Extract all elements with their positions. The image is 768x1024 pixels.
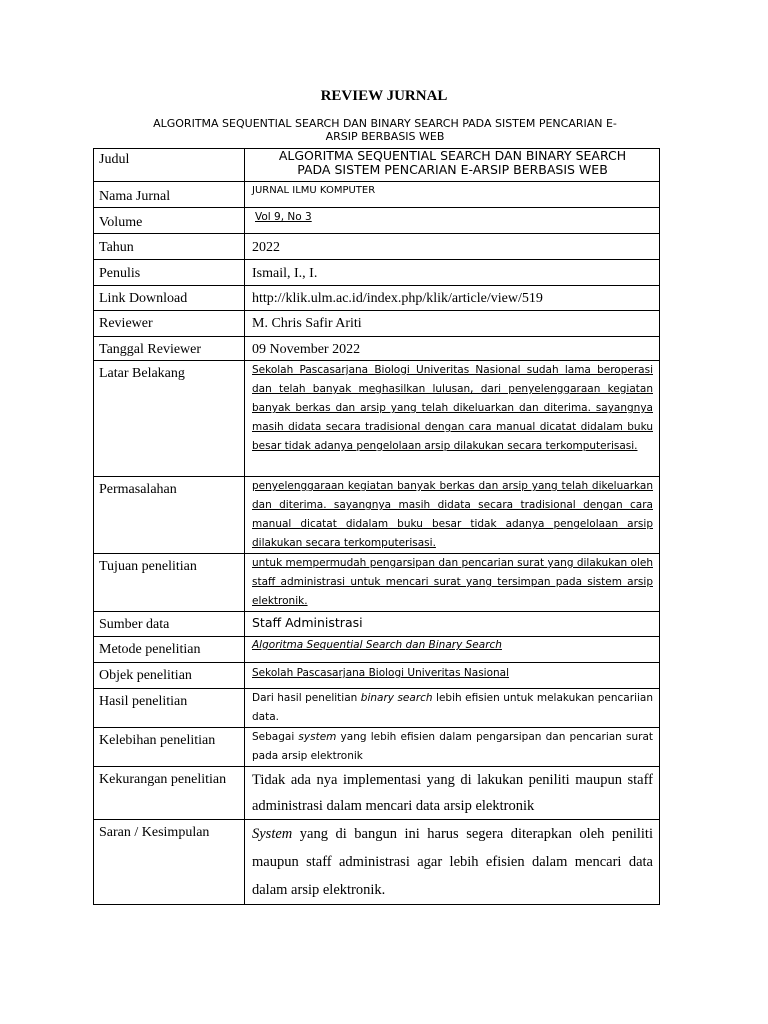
value-penulis: Ismail, I., I.	[245, 260, 660, 286]
subtitle-line-1: ALGORITMA SEQUENTIAL SEARCH DAN BINARY SEARCH PADA SISTEM PENCARIAN E-	[153, 117, 617, 130]
row-tahun	[94, 234, 660, 260]
review-table	[93, 148, 660, 905]
kelebihan-text-post: yang lebih efisien dalam pengarsipan dan pencarian surat pada arsip elektronik	[252, 731, 653, 762]
value-reviewer: M. Chris Safir Ariti	[245, 311, 660, 337]
row-latar-belakang	[94, 361, 660, 477]
row-kelebihan-penelitian	[94, 728, 660, 767]
row-permasalahan	[94, 477, 660, 554]
label-link-download: Link Download	[94, 286, 245, 311]
value-saran-kesimpulan	[245, 820, 660, 905]
row-penulis	[94, 260, 660, 286]
value-sumber-data: Staff Administrasi	[245, 612, 660, 637]
value-hasil-penelitian	[245, 689, 660, 728]
value-permasalahan: penyelenggaraan kegiatan banyak berkas dan arsip yang telah dikeluarkan dan diterima. sayangnya masih didata secara tradisional dengan cara manual dicatat didalam buku besar tidak adanya pengelolaan arsip dilakukan secara terkomputerisasi.	[245, 477, 660, 554]
row-volume	[94, 208, 660, 234]
hasil-text-emphasis: binary search	[360, 692, 433, 704]
value-tujuan-penelitian: untuk mempermudah pengarsipan dan pencarian surat yang dilakukan oleh staff administrasi untuk mencari surat yang tersimpan pada sistem arsip elektronik.	[245, 554, 660, 612]
value-kekurangan-penelitian: Tidak ada nya implementasi yang di lakukan peniliti maupun staff administrasi dalam mencari data arsip elektronik	[245, 767, 660, 820]
label-kelebihan-penelitian: Kelebihan penelitian	[94, 728, 245, 767]
label-kekurangan-penelitian: Kekurangan penelitian	[94, 767, 245, 820]
row-objek-penelitian	[94, 663, 660, 689]
label-tanggal-reviewer: Tanggal Reviewer	[94, 337, 245, 361]
hasil-text-post: lebih efisien untuk melakukan pencariian data.	[252, 692, 653, 723]
label-volume: Volume	[94, 208, 245, 234]
value-volume-cell	[245, 208, 660, 234]
label-penulis: Penulis	[94, 260, 245, 286]
row-judul	[94, 149, 660, 182]
value-metode-penelitian: Algoritma Sequential Search dan Binary Search	[252, 639, 502, 651]
row-tanggal-reviewer	[94, 337, 660, 361]
value-metode-penelitian-cell	[245, 637, 660, 663]
value-judul-line-1: ALGORITMA SEQUENTIAL SEARCH DAN BINARY SEARCH	[278, 148, 627, 163]
label-objek-penelitian: Objek penelitian	[94, 663, 245, 689]
value-latar-belakang: Sekolah Pascasarjana Biologi Univeritas Nasional sudah lama beroperasi dan telah banyak meghasilkan lulusan, dari penyelenggaraan kegiatan banyak berkas dan arsip yang telah dikeluarkan dan diterima. sayangnya masih didata secara tradisional dengan cara manual dicatat didalam buku besar tidak adanya pengelolaan arsip dilakukan secara terkomputerisasi.	[245, 361, 660, 477]
value-nama-jurnal: JURNAL ILMU KOMPUTER	[245, 182, 660, 208]
row-tujuan-penelitian	[94, 554, 660, 612]
label-hasil-penelitian: Hasil penelitian	[94, 689, 245, 728]
label-saran-kesimpulan: Saran / Kesimpulan	[94, 820, 245, 905]
value-objek-penelitian: Sekolah Pascasarjana Biologi Univeritas Nasional	[252, 667, 510, 679]
label-tahun: Tahun	[94, 234, 245, 260]
row-kekurangan-penelitian	[94, 767, 660, 820]
row-sumber-data	[94, 612, 660, 637]
label-metode-penelitian: Metode penelitian	[94, 637, 245, 663]
kelebihan-text-emphasis: system	[298, 731, 337, 743]
hasil-text-pre: Dari hasil penelitian	[252, 692, 361, 704]
value-tahun: 2022	[245, 234, 660, 260]
label-latar-belakang: Latar Belakang	[94, 361, 245, 477]
document-subtitle	[100, 117, 670, 143]
label-judul: Judul	[94, 149, 245, 182]
label-sumber-data: Sumber data	[94, 612, 245, 637]
value-judul	[245, 149, 660, 182]
row-link-download	[94, 286, 660, 311]
kelebihan-text-pre: Sebagai	[252, 731, 299, 743]
value-objek-penelitian-cell	[245, 663, 660, 689]
value-judul-line-2: PADA SISTEM PENCARIAN E-ARSIP BERBASIS WEB	[297, 162, 608, 177]
saran-text-post: yang di bangun ini harus segera diterapkan oleh peniliti maupun staff administrasi agar lebih efisien dalam mencari data dalam arsip elektronik.	[252, 826, 653, 898]
row-metode-penelitian	[94, 637, 660, 663]
value-tanggal-reviewer: 09 November 2022	[245, 337, 660, 361]
label-tujuan-penelitian: Tujuan penelitian	[94, 554, 245, 612]
value-link-download[interactable]: http://klik.ulm.ac.id/index.php/klik/article/view/519	[245, 286, 660, 311]
row-hasil-penelitian	[94, 689, 660, 728]
label-nama-jurnal: Nama Jurnal	[94, 182, 245, 208]
page-title: REVIEW JURNAL	[320, 88, 448, 104]
row-saran-kesimpulan	[94, 820, 660, 905]
subtitle-line-2: ARSIP BERBASIS WEB	[325, 130, 445, 143]
label-permasalahan: Permasalahan	[94, 477, 245, 554]
row-nama-jurnal	[94, 182, 660, 208]
value-volume: Vol 9, No 3	[255, 211, 312, 223]
value-kelebihan-penelitian	[245, 728, 660, 767]
label-reviewer: Reviewer	[94, 311, 245, 337]
saran-text-emphasis: System	[252, 826, 293, 842]
row-reviewer	[94, 311, 660, 337]
